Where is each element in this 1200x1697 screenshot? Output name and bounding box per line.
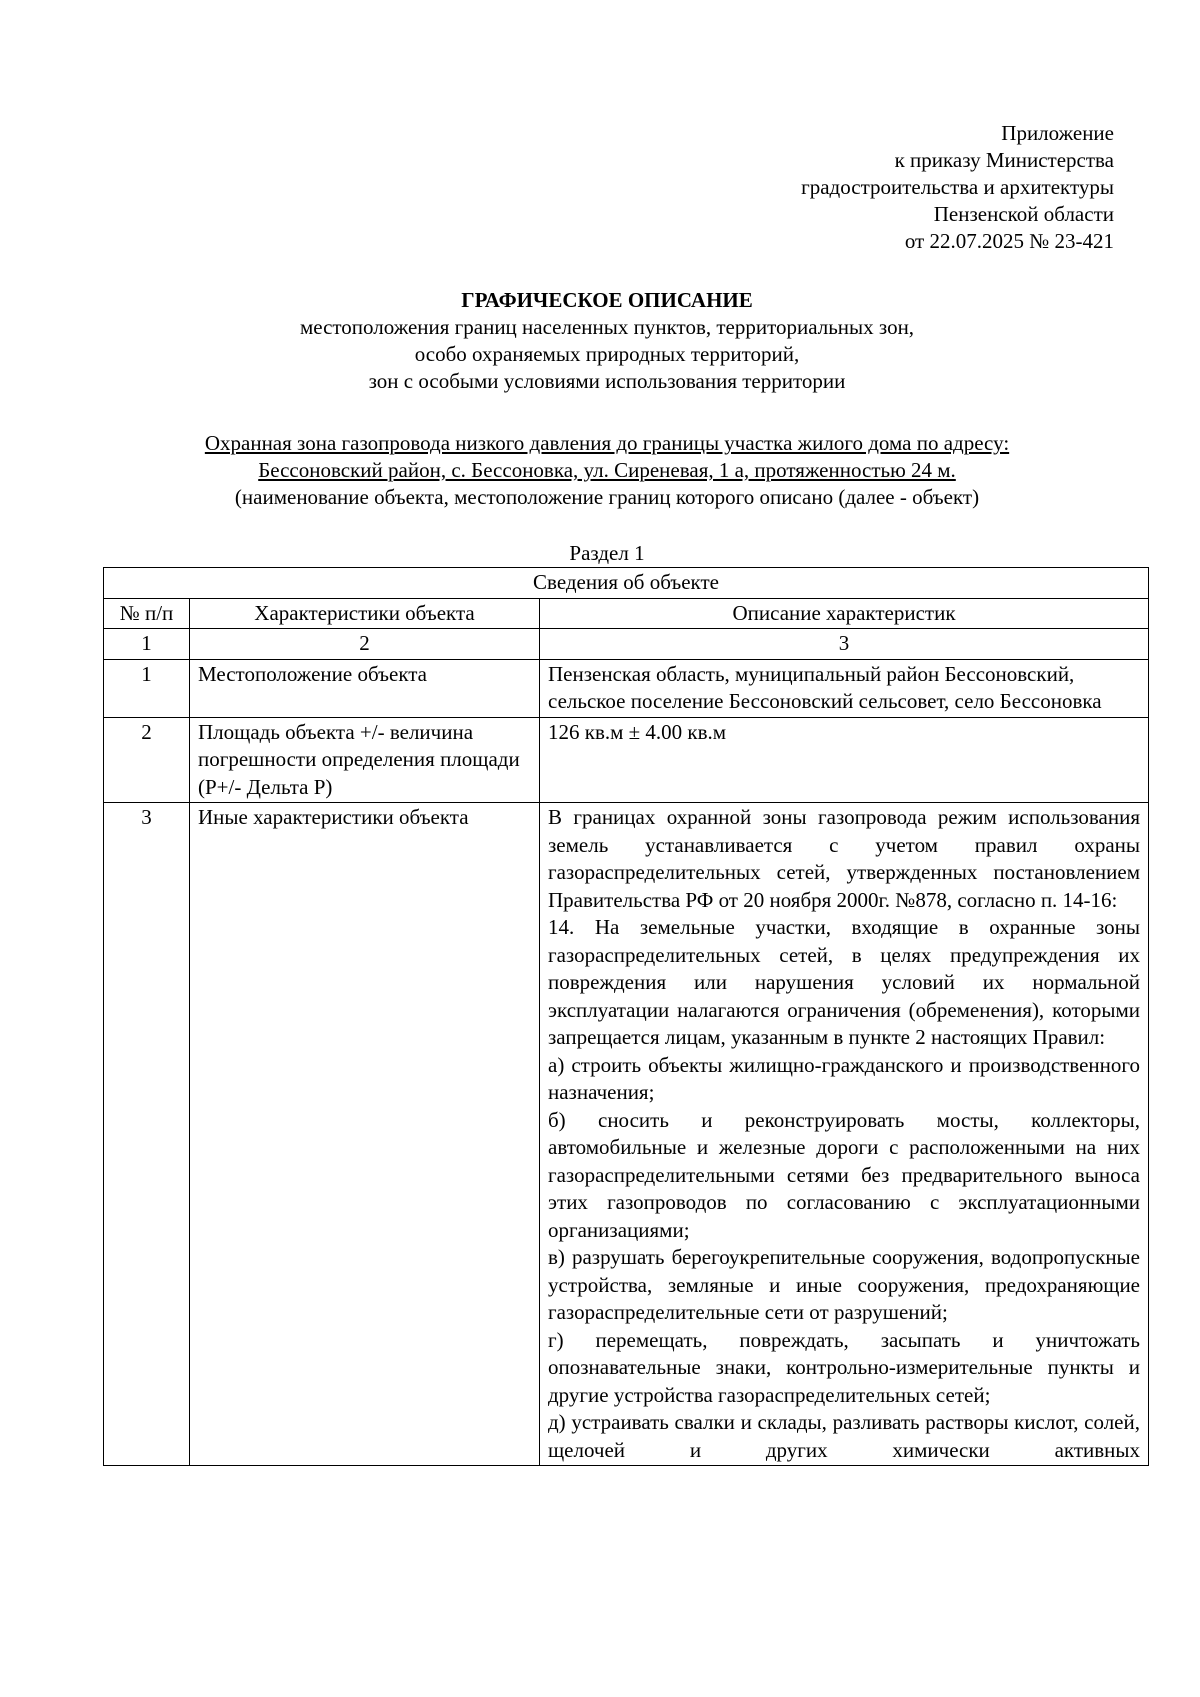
document-subtitle-line: зон с особыми условиями использования территории [368, 369, 846, 393]
object-info-table [103, 567, 1149, 1466]
header-cell-num: № п/п [104, 598, 190, 629]
row-number: 3 [104, 803, 190, 1466]
column-number: 1 [104, 629, 190, 660]
row-characteristic: Местоположение объекта [190, 659, 540, 717]
document-subtitle-line: местоположения границ населенных пунктов, территориальных зон, [299, 315, 915, 339]
object-name-line: Охранная зона газопровода низкого давления до границы участка жилого дома по адресу: [204, 431, 1010, 455]
table-caption: Сведения об объекте [104, 568, 1149, 599]
approval-line: градостроительства и архитектуры [801, 175, 1114, 199]
table-header-row [104, 598, 1149, 629]
section-label: Раздел 1 [569, 541, 645, 565]
row-description: Пензенская область, муниципальный район Бессоновский, сельское поселение Бессоновский сельсовет, село Бессоновка [540, 659, 1149, 717]
approval-line: Пензенской области [933, 202, 1114, 226]
header-cell-characteristic: Характеристики объекта [190, 598, 540, 629]
row-characteristic: Площадь объекта +/- величина погрешности определения площади (P+/- Дельта P) [190, 717, 540, 803]
description-paragraph: д) устраивать свалки и склады, разливать растворы кислот, солей, щелочей и других химически активных [548, 1410, 1140, 1462]
approval-stamp [801, 120, 1114, 255]
approval-date-number: от 22.07.2025 № 23-421 [904, 229, 1114, 253]
document-title-block [100, 287, 1114, 395]
row-number: 2 [104, 717, 190, 803]
description-paragraph: в) разрушать берегоукрепительные сооружения, водопропускные устройства, земляные и иные сооружения, предохраняющие газораспределительные сети от разрушений; [548, 1245, 1140, 1324]
approval-line: к приказу Министерства [894, 148, 1114, 172]
table-row [104, 717, 1149, 803]
object-name-line: Бессоновский район, с. Бессоновка, ул. Сиреневая, 1 а, протяженностью 24 м. [258, 458, 956, 482]
description-paragraph: 14. На земельные участки, входящие в охранные зоны газораспределительных сетей, в целях предупреждения их повреждения или нарушения условий их нормальной эксплуатации налагаются ограничения (обременения), которыми запрещается лицам, указанным в пункте 2 настоящих Правил: [548, 915, 1140, 1049]
table-row [104, 803, 1149, 1466]
row-characteristic: Иные характеристики объекта [190, 803, 540, 1466]
object-name-hint: (наименование объекта, местоположение границ которого описано (далее - объект) [234, 485, 980, 509]
table-row [104, 659, 1149, 717]
document-title: ГРАФИЧЕСКОЕ ОПИСАНИЕ [461, 288, 753, 312]
row-number: 1 [104, 659, 190, 717]
description-paragraph: б) сносить и реконструировать мосты, коллекторы, автомобильные и железные дороги с расположенными на них газораспределительными сетями без предварительного выноса этих газопроводов по согласованию с эксплуатационными организациями; [548, 1107, 1140, 1242]
column-number: 3 [540, 629, 1149, 660]
header-cell-description: Описание характеристик [540, 598, 1149, 629]
row-description: 126 кв.м ± 4.00 кв.м [540, 717, 1149, 803]
description-paragraph: г) перемещать, повреждать, засыпать и уничтожать опознавательные знаки, контрольно-измерительные пункты и другие устройства газораспределительных сетей; [548, 1327, 1140, 1407]
description-paragraph: а) строить объекты жилищно-гражданского и производственного назначения; [548, 1052, 1140, 1104]
column-number-row [104, 629, 1149, 660]
column-number: 2 [190, 629, 540, 660]
table-caption-row [104, 568, 1149, 599]
approval-line: Приложение [1001, 121, 1114, 145]
document-subtitle-line: особо охраняемых природных территорий, [414, 342, 800, 366]
object-name-block [100, 430, 1114, 511]
row-description [540, 803, 1149, 1466]
description-paragraph: В границах охранной зоны газопровода режим использования земель устанавливается с учетом правил охраны газораспределительных сетей, утвержденных постановлением Правительства РФ от 20 ноября 2000г. №878, согласно п. 14-16: [548, 805, 1140, 912]
